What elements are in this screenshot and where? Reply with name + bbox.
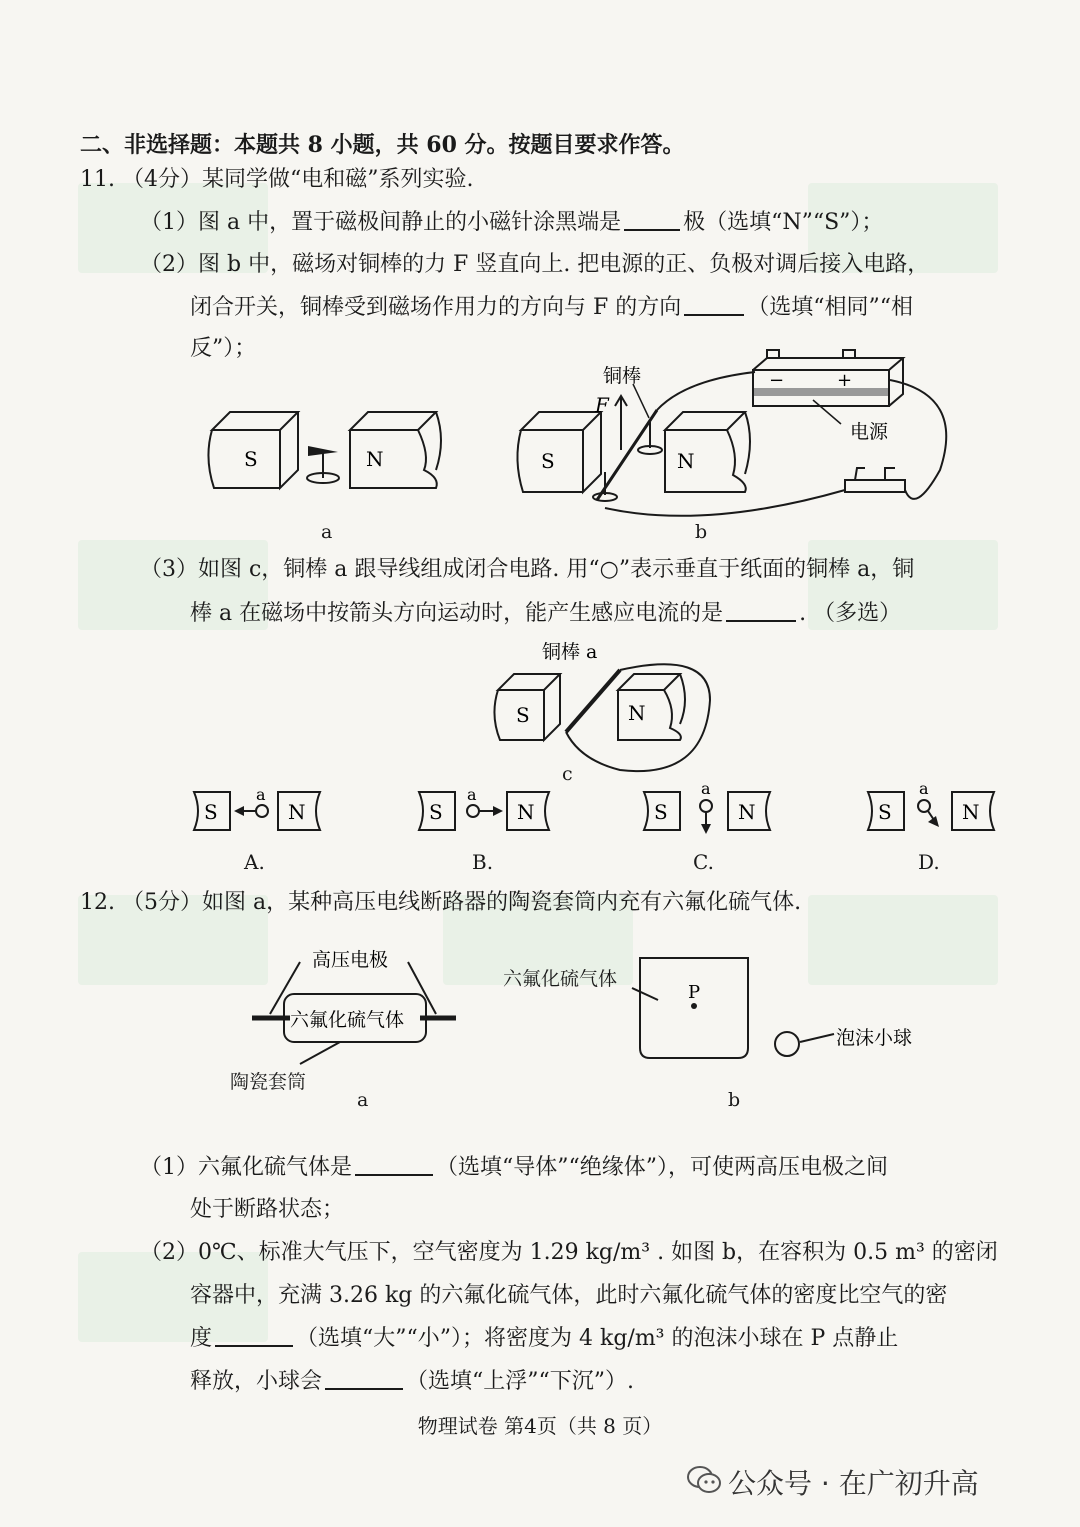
q12-stem: 12. （5分）如图 a，某种高压电线断路器的陶瓷套筒内充有六氟化硫气体.	[80, 890, 802, 915]
q11-fig-c-caption: c	[562, 763, 573, 785]
section-title: 二、非选择题：本题共 8 小题，共 60 分。按题目要求作答。	[80, 132, 685, 158]
switch	[845, 468, 905, 492]
copper-rod-a	[566, 670, 620, 732]
q12-figure-a	[240, 940, 470, 1090]
option-d-label[interactable]: D.	[918, 850, 940, 874]
option-c-s: S	[654, 800, 668, 824]
option-d-rod: a	[919, 780, 929, 798]
q11-option-d-figure	[864, 780, 1004, 840]
fig-b-plus-label: +	[837, 370, 853, 391]
q11-part2-line2	[190, 292, 913, 323]
q11-part3-blank[interactable]	[726, 598, 796, 622]
q11-part3-text-a: 棒 a 在磁场中按箭头方向运动时，能产生感应电流的是	[190, 601, 724, 626]
q12-part2-text-c: 释放，小球会	[190, 1369, 323, 1394]
fig-c-s-label: S	[516, 703, 530, 727]
fig-b-rod-label: 铜棒	[603, 365, 642, 387]
option-c-label[interactable]: C.	[693, 850, 714, 874]
fig-b-source-label: 电源	[850, 421, 889, 443]
page-footer: 物理试卷 第4页（共 8 页）	[417, 1414, 663, 1438]
q11-part2-text-a: 闭合开关，铜棒受到磁场作用力的方向与 F 的方向	[190, 295, 682, 320]
fig-b-s-label: S	[541, 449, 555, 473]
q11-part2-blank[interactable]	[684, 292, 744, 316]
q12-part2-line3	[190, 1323, 898, 1354]
option-c-n: N	[738, 800, 756, 824]
q11-part1-text-b: 极（选填“N”“S”）；	[683, 210, 884, 235]
q11-stem: 11. （4分）某同学做“电和磁”系列实验.	[80, 167, 474, 192]
q12-fig-a-tube-label: 陶瓷套筒	[230, 1071, 307, 1093]
fig-a-s-label: S	[244, 447, 258, 471]
q12-part2-line1: （2）0℃、标准大气压下，空气密度为 1.29 kg/m³ . 如图 b，在容积为 0.5 m³ 的密闭	[140, 1240, 998, 1265]
q12-part1-text-a: （1）六氟化硫气体是	[140, 1155, 352, 1180]
q11-part3-text-b: . （多选）	[799, 601, 902, 626]
foam-ball	[775, 1032, 799, 1056]
fig-b-force-label: F	[595, 393, 609, 417]
q12-part2-text-b: （选填“大”“小”）；将密度为 4 kg/m³ 的泡沫小球在 P 点静止	[296, 1326, 899, 1351]
option-d-s: S	[878, 800, 892, 824]
q12-part1-text-b: （选填“导体”“绝缘体”），可使两高压电极之间	[436, 1155, 888, 1180]
q12-part1	[140, 1152, 888, 1183]
q12-fig-b-ball: 泡沫小球	[836, 1027, 913, 1049]
q11-part2-line3: 反”）；	[190, 336, 257, 361]
q11-figure-a	[200, 400, 460, 520]
q12-fig-b-caption: b	[728, 1089, 741, 1111]
brand-account: 公众号 · 在广初升高	[728, 1467, 979, 1500]
option-c-rod: a	[701, 780, 711, 798]
q12-part2-text-d: （选填“上浮”“下沉”）.	[406, 1369, 634, 1394]
q11-part3-line1: （3）如图 c，铜棒 a 跟导线组成闭合电路. 用“○”表示垂直于纸面的铜棒 a，铜	[140, 557, 915, 582]
q12-figure-b	[630, 948, 930, 1068]
option-a-n: N	[288, 800, 306, 824]
option-b-rod: a	[467, 785, 477, 804]
q12-fig-a-gas: 六氟化硫气体	[290, 1009, 405, 1031]
option-d-n: N	[962, 800, 980, 824]
q12-fig-a-electrode: 高压电极	[312, 949, 389, 971]
q11-option-b-figure	[415, 780, 555, 840]
fig-b-n-label: N	[677, 449, 695, 473]
q12-part2-blank-1[interactable]	[215, 1323, 293, 1347]
q11-part3-line2	[190, 598, 901, 629]
q11-option-c-figure	[640, 780, 780, 840]
q12-fig-b-gas-label: 六氟化硫气体	[503, 968, 618, 990]
fig-c-n-label: N	[628, 701, 646, 725]
q11-part1-text-a: （1）图 a 中，置于磁极间静止的小磁针涂黑端是	[140, 210, 622, 235]
q11-figure-c	[480, 640, 730, 780]
fig-a-n-label: N	[366, 447, 384, 471]
option-a-s: S	[204, 800, 218, 824]
q12-part2-blank-2[interactable]	[325, 1366, 403, 1390]
wechat-icon	[686, 1465, 722, 1495]
point-p	[691, 1003, 697, 1009]
q12-part2-text-a: 度	[190, 1326, 213, 1351]
q11-part1-blank[interactable]	[624, 207, 680, 231]
q12-part1-line2: 处于断路状态；	[190, 1197, 345, 1222]
magnet-s-block	[212, 412, 298, 430]
fig-b-minus-label: −	[769, 370, 785, 391]
q11-fig-a-caption: a	[321, 521, 333, 543]
q11-figure-b	[505, 340, 965, 530]
q12-part2-line4	[190, 1366, 634, 1397]
fig-c-rod-label: 铜棒 a	[542, 641, 598, 663]
option-b-s: S	[429, 800, 443, 824]
q11-fig-b-caption: b	[695, 521, 708, 543]
option-a-label[interactable]: A.	[244, 850, 265, 874]
q12-fig-b-p: P	[688, 982, 701, 1003]
q12-part2-line2: 容器中，充满 3.26 kg 的六氟化硫气体，此时六氟化硫气体的密度比空气的密	[190, 1283, 948, 1308]
q12-part1-blank[interactable]	[355, 1152, 433, 1176]
magnet-n-block	[350, 412, 436, 430]
option-b-n: N	[517, 800, 535, 824]
option-b-label[interactable]: B.	[472, 850, 494, 874]
q12-fig-a-caption: a	[357, 1089, 369, 1111]
q11-part2-line1: （2）图 b 中，磁场对铜棒的力 F 竖直向上. 把电源的正、负极对调后接入电路，	[140, 252, 930, 277]
q11-part2-text-b: （选填“相同”“相	[747, 295, 914, 320]
q11-option-a-figure	[190, 780, 330, 840]
option-a-rod: a	[256, 785, 266, 804]
q11-part1	[140, 207, 883, 238]
